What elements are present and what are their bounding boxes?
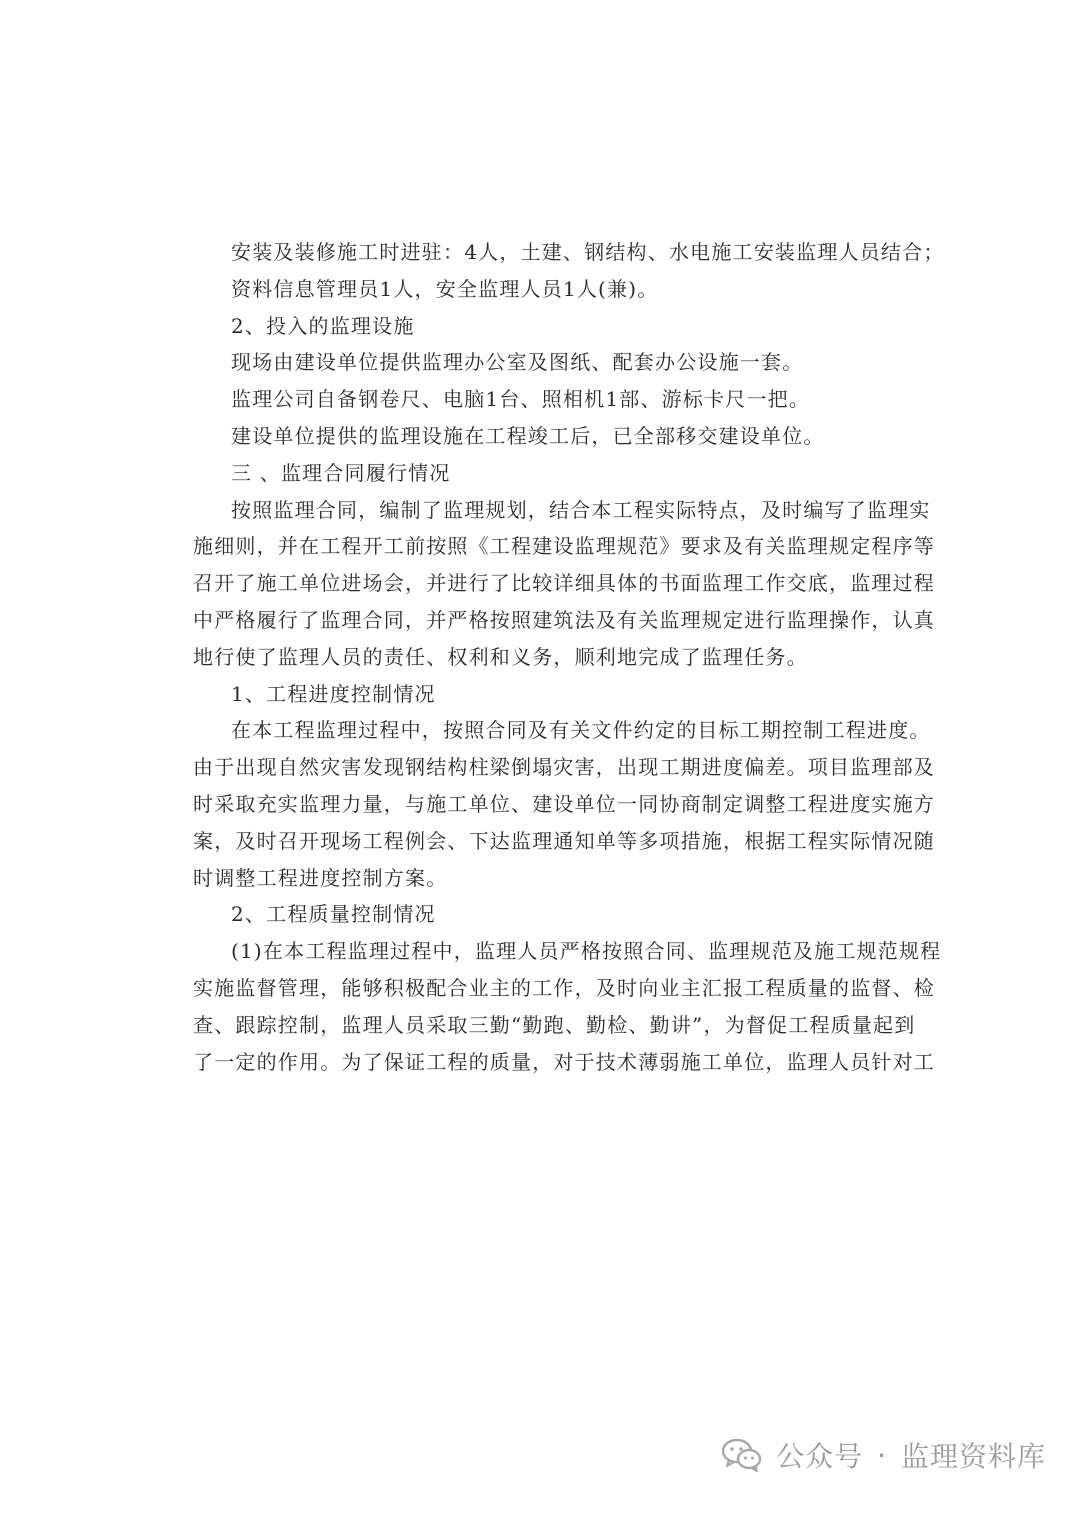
text-line: 地行使了监理人员的责任、权利和义务，顺利地完成了监理任务。 xyxy=(193,644,808,669)
text-line: 施细则，并在工程开工前按照《工程建设监理规范》要求及有关监理规定程序等 xyxy=(193,534,935,559)
text-line: 案，及时召开现场工程例会、下达监理通知单等多项措施，根据工程实际情况随 xyxy=(193,828,935,853)
watermark-name: 监理资料库 xyxy=(900,1440,1046,1473)
text-line: 安装及装修施工时进驻：4人，土建、钢结构、水电施工安装监理人员结合； xyxy=(231,240,945,264)
text-line: 资料信息管理员1人，安全监理人员1人(兼)。 xyxy=(231,276,659,301)
text-line: 查、跟踪控制，监理人员采取三勤“勤跑、勤检、勤讲”，为督促工程质量起到 xyxy=(193,1012,916,1037)
text-line: 1、工程进度控制情况 xyxy=(231,681,436,706)
watermark-separator: · xyxy=(877,1438,887,1472)
text-line: 时调整工程进度控制方案。 xyxy=(193,865,448,890)
text-line: 实施监督管理，能够积极配合业主的工作，及时向业主汇报工程质量的监督、检 xyxy=(193,975,935,1000)
text-line: 在本工程监理过程中，按照合同及有关文件约定的目标工期控制工程进度。 xyxy=(231,718,931,743)
wechat-icon xyxy=(722,1438,762,1472)
text-line: 召开了施工单位进场会，并进行了比较详细具体的书面监理工作交底，监理过程 xyxy=(193,571,935,596)
text-line: 建设单位提供的监理设施在工程竣工后，已全部移交建设单位。 xyxy=(231,423,825,448)
text-line: 中严格履行了监理合同，并严格按照建筑法及有关监理规定进行监理操作，认真 xyxy=(193,607,935,632)
watermark xyxy=(722,1432,1046,1478)
text-line: 了一定的作用。为了保证工程的质量，对于技术薄弱施工单位，监理人员针对工 xyxy=(193,1049,935,1074)
text-line: 按照监理合同，编制了监理规划，结合本工程实际特点，及时编写了监理实 xyxy=(231,497,931,522)
document-body xyxy=(193,234,945,1080)
text-line: 时采取充实监理力量，与施工单位、建设单位一同协商制定调整工程进度实施方 xyxy=(193,791,935,816)
text-line: 2、工程质量控制情况 xyxy=(231,902,436,927)
text-line: 现场由建设单位提供监理办公室及图纸、配套办公设施一套。 xyxy=(231,350,804,375)
watermark-account-label: 公众号 xyxy=(776,1440,864,1473)
text-line: (1)在本工程监理过程中，监理人员严格按照合同、监理规范及施工规范规程 xyxy=(231,939,942,964)
text-line: 由于出现自然灾害发现钢结构柱梁倒塌灾害，出现工期进度偏差。项目监理部及 xyxy=(193,755,935,780)
text-line: 2、投入的监理设施 xyxy=(231,313,415,338)
text-line: 三 、监理合同履行情况 xyxy=(231,460,451,485)
text-line: 监理公司自备钢卷尺、电脑1台、照相机1部、游标卡尺一把。 xyxy=(231,387,811,412)
